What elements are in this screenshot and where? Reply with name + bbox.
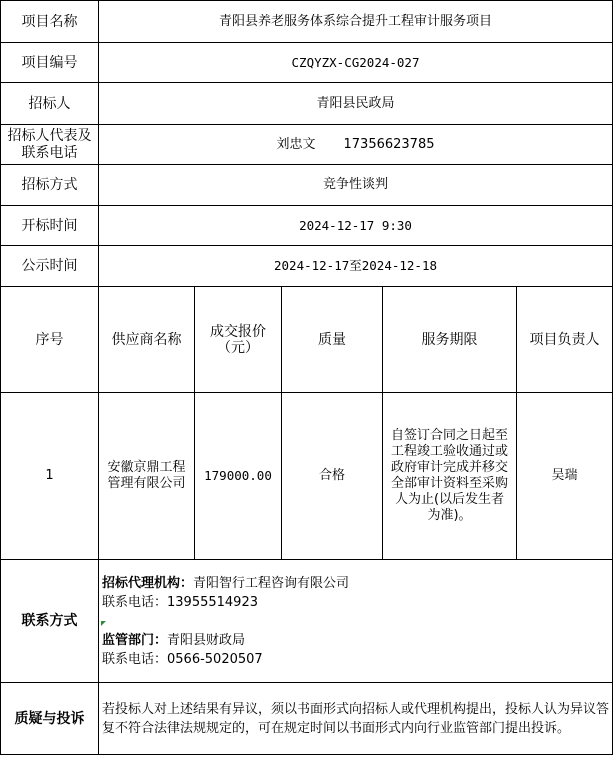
- row-complaint: [1, 683, 613, 755]
- tenderer-value: 青阳县民政局: [99, 83, 613, 125]
- header-service-period: 服务期限: [383, 287, 517, 393]
- project-name-value: 青阳县养老服务体系综合提升工程审计服务项目: [99, 1, 613, 43]
- header-quality: 质量: [282, 287, 383, 393]
- method-label: 招标方式: [1, 165, 99, 206]
- result-row: [1, 393, 613, 560]
- representative-value: [99, 125, 613, 165]
- cell-service-period: 自签订合同之日起至工程竣工验收通过或政府审计完成并移交全部审计资料至采购人为止(以后发生者为准)。: [383, 393, 517, 560]
- supervisor-name: 青阳县财政局: [167, 632, 246, 648]
- representative-phone: 17356623785: [343, 136, 435, 152]
- representative-name: 刘忠文: [276, 136, 316, 152]
- cell-project-leader: 吴瑞: [517, 393, 613, 560]
- row-project-code: [1, 43, 613, 83]
- row-notice-time: [1, 246, 613, 287]
- agency-title: 招标代理机构：: [102, 575, 194, 591]
- supervisor-phone: 联系电话：0566-5020507: [102, 651, 263, 667]
- row-project-name: [1, 1, 613, 43]
- cell-price: 179000.00: [195, 393, 282, 560]
- tenderer-label: 招标人: [1, 83, 99, 125]
- result-header-row: [1, 287, 613, 393]
- method-value: 竞争性谈判: [99, 165, 613, 206]
- header-supplier: 供应商名称: [99, 287, 195, 393]
- notice-time-label: 公示时间: [1, 246, 99, 287]
- supervisor-title: 监管部门：: [102, 632, 168, 648]
- notice-time-value: 2024-12-17至2024-12-18: [99, 246, 613, 287]
- cell-seq: 1: [1, 393, 99, 560]
- header-project-leader: 项目负责人: [517, 287, 613, 393]
- complaint-label: 质疑与投诉: [1, 683, 99, 755]
- agency-name: 青阳智行工程咨询有限公司: [193, 575, 350, 591]
- contact-label: 联系方式: [1, 560, 99, 683]
- cell-quality: 合格: [282, 393, 383, 560]
- representative-label: 招标人代表及联系电话: [1, 125, 99, 165]
- header-seq: 序号: [1, 287, 99, 393]
- open-time-value: 2024-12-17 9:30: [99, 206, 613, 246]
- header-price: 成交报价（元）: [195, 287, 282, 393]
- project-name-label: 项目名称: [1, 1, 99, 43]
- cell-supplier: 安徽京鼎工程管理有限公司: [99, 393, 195, 560]
- agency-phone: 联系电话：13955514923: [102, 594, 258, 610]
- row-representative: [1, 125, 613, 165]
- row-method: [1, 165, 613, 206]
- row-tenderer: [1, 83, 613, 125]
- row-contact: [1, 560, 613, 683]
- contact-value: [99, 560, 613, 683]
- open-time-label: 开标时间: [1, 206, 99, 246]
- project-code-label: 项目编号: [1, 43, 99, 83]
- complaint-text: 若投标人对上述结果有异议，须以书面形式向招标人或代理机构提出，投标人认为异议答复不符合法律法规规定的，可在规定时间以书面形式内向行业监管部门提出投诉。: [99, 683, 613, 755]
- project-code-value: CZQYZX-CG2024-027: [99, 43, 613, 83]
- cell-comment-marker: [101, 621, 106, 626]
- row-open-time: [1, 206, 613, 246]
